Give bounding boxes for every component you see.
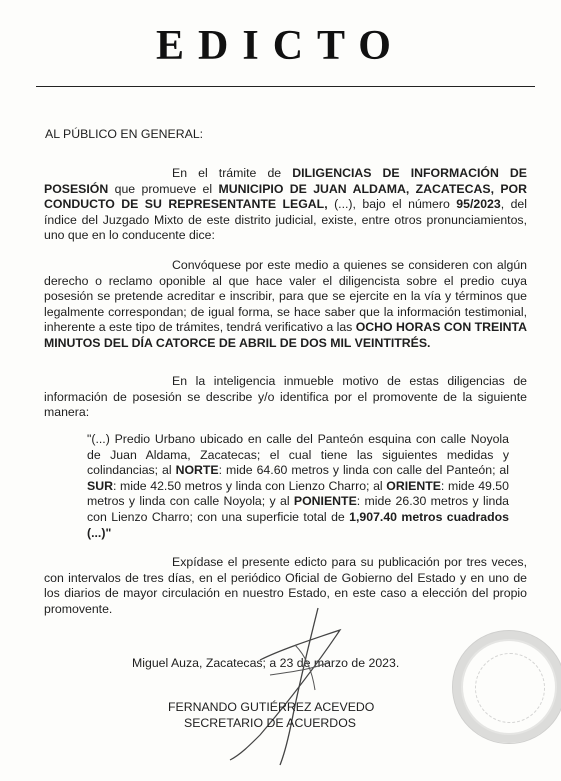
place-date: Miguel Auza, Zacatecas; a 23 de marzo de 2023. <box>132 656 400 670</box>
paragraph-1 <box>44 166 527 244</box>
addressee: AL PÚBLICO EN GENERAL: <box>45 127 204 141</box>
property-quote <box>87 432 509 541</box>
p1-text-c: que promueve el <box>108 181 219 196</box>
handwritten-signature <box>200 600 380 770</box>
signer-title: SECRETARIO DE ACUERDOS <box>184 716 356 730</box>
p4-text: Expídase el presente edicto para su publicación por tres veces, con intervalos de tres días, en el periódico Oficial de Gobierno del Estado y en uno de los diarios de mayor circulación en nuestro Estado, en este caso a elección del propio promovente. <box>44 555 527 616</box>
title-divider <box>36 86 535 87</box>
p3-text: En la inteligencia inmueble motivo de estas diligencias de información de posesión se describe y/o identifica por el promovente de la siguiente manera: <box>44 374 527 420</box>
quote-east: ORIENTE <box>386 478 441 493</box>
document-title: EDICTO <box>156 23 405 69</box>
p1-text-e: (...), bajo el número <box>327 197 457 212</box>
p1-case-number: 95/2023 <box>456 197 501 212</box>
quote-text-e: : mide 26.30 metros y linda con Lienzo Charro; con una superficie total de <box>87 494 509 524</box>
p1-text-g: , del índice del Juzgado Mixto de este distrito judicial, existe, entre otros pronunciamientos, uno que en lo conducente dice: <box>44 197 527 243</box>
paragraph-3 <box>44 374 527 421</box>
official-seal <box>452 630 561 744</box>
quote-text-d: : mide 49.50 metros y linda con calle Noyola; y al <box>87 478 509 509</box>
paragraph-2 <box>44 258 527 352</box>
quote-text-c: : mide 42.50 metros y linda con Lienzo Charro; al <box>112 478 387 493</box>
quote-west: PONIENTE <box>293 494 357 509</box>
p1-procedure: DILIGENCIAS DE INFORMACIÓN DE POSESIÓN <box>44 166 527 196</box>
quote-south: SUR <box>87 478 113 493</box>
quote-area: 1,907.40 metros cuadrados (...)" <box>87 509 509 540</box>
quote-text-a: "(...) Predio Urbano ubicado en calle del Panteón esquina con calle Noyola de Juan Aldama, Zacatecas; el cual tiene las siguientes medidas y colindancias; al <box>87 432 509 478</box>
p1-promovente: MUNICIPIO DE JUAN ALDAMA, ZACATECAS, POR CONDUCTO DE SU REPRESENTANTE LEGAL, <box>44 181 527 212</box>
p1-text-a: En el trámite de <box>172 166 293 180</box>
p2-hearing-date: OCHO HORAS CON TREINTA MINUTOS DEL DÍA CATORCE DE ABRIL DE DOS MIL VEINTITRÉS. <box>44 320 527 350</box>
signer-name: FERNANDO GUTIÉRREZ ACEVEDO <box>168 700 375 714</box>
quote-text-b: : mide 64.60 metros y linda con calle del Panteón; al <box>218 463 510 478</box>
quote-north: NORTE <box>175 463 219 478</box>
p2-text: Convóquese por este medio a quienes se consideren con algún derecho o reclamo oponible al que hace valer el diligencista sobre el predio cuya posesión se pretende acreditar e inscribir, para que se ejercite en la vía y términos que legalmente correspondan; de igual forma, se hace saber que la información testimonial, inherente a este tipo de trámites, tendrá verificativo a las <box>44 258 527 335</box>
